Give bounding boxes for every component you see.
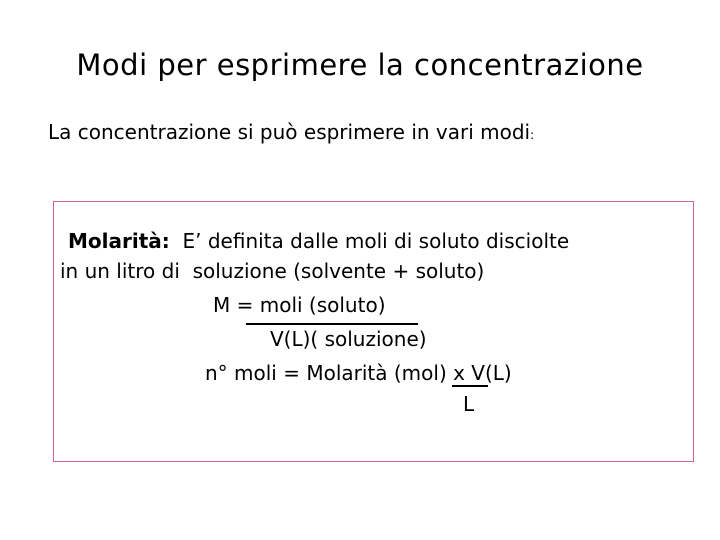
formula-numerator: M = moli (soluto) <box>213 293 386 317</box>
definition-term: Molarità: <box>68 229 170 253</box>
intro-text: La concentrazione si può esprimere in vari modi <box>48 120 531 144</box>
definition-description-part1: E’ definita dalle moli di soluto disciolte <box>169 229 570 253</box>
definition-line <box>68 229 569 253</box>
unit-denominator: L <box>463 392 475 416</box>
formula-denominator: V(L)( soluzione) <box>270 327 427 351</box>
intro-colon: : <box>530 128 535 142</box>
moles-formula: n° moli = Molarità (mol) x V(L) <box>205 361 512 385</box>
unit-fraction-bar <box>452 385 488 387</box>
slide-title: Modi per esprimere la concentrazione <box>76 48 644 82</box>
formula-fraction-bar <box>246 323 418 325</box>
intro-paragraph <box>48 118 608 149</box>
definition-description-part2: in un litro di soluzione (solvente + soluto) <box>60 259 485 283</box>
